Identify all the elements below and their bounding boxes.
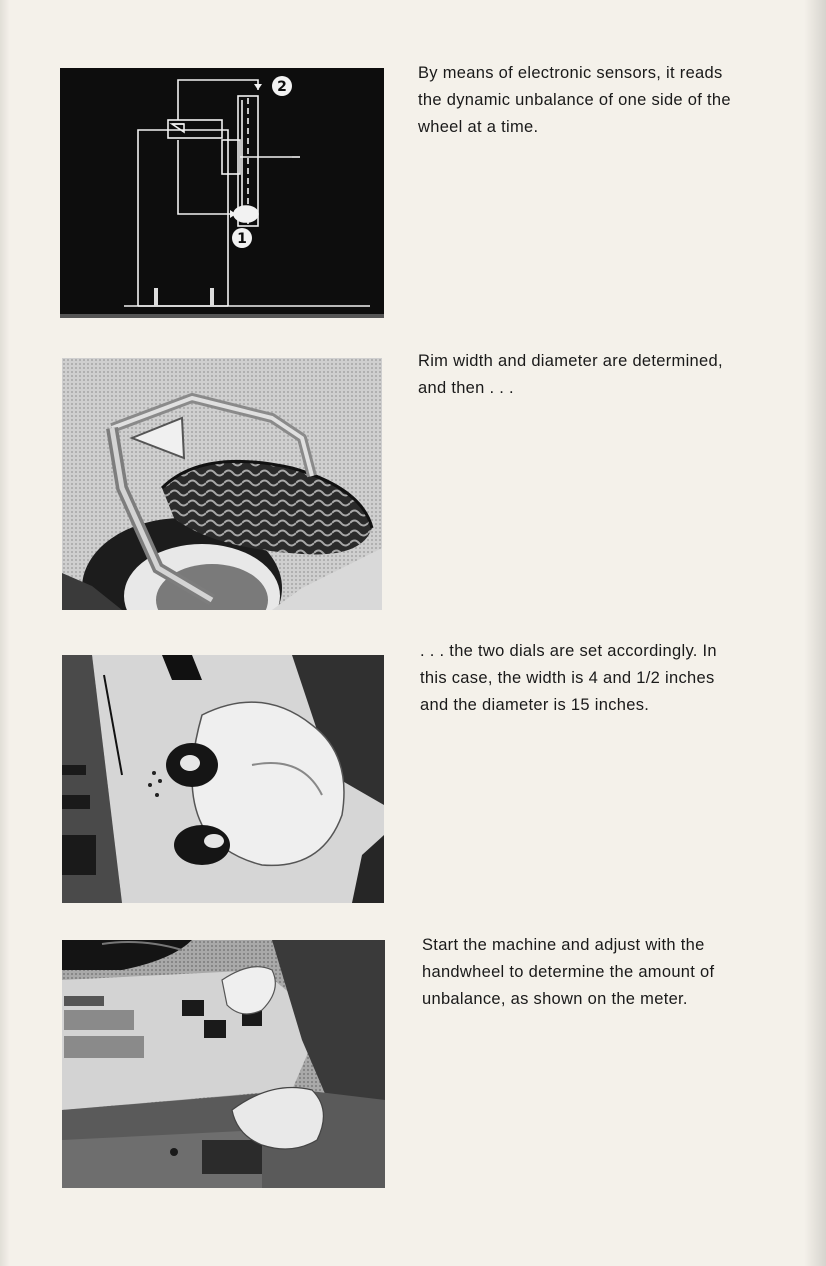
- sensor-diagram: [60, 68, 384, 318]
- caption-line: and the diameter is 15 inches.: [420, 696, 650, 714]
- dial-setting-photo-svg: [62, 655, 384, 903]
- caption-line: . . . the two dials are set accordingly. In: [420, 642, 717, 660]
- caption-sensor: [418, 60, 778, 141]
- svg-text:2: 2: [277, 79, 287, 95]
- caption-line: and then . . .: [418, 379, 514, 397]
- caption-line: By means of electronic sensors, it reads: [418, 64, 723, 82]
- caption-handwheel: [422, 932, 776, 1013]
- handwheel-photo-svg: [62, 940, 385, 1188]
- caption-line: Rim width and diameter are determined,: [418, 352, 723, 370]
- page-binding-shadow: [0, 0, 10, 1266]
- sensor-diagram-svg: [60, 68, 384, 318]
- dial-setting-photo: [62, 655, 384, 903]
- rim-gauge-photo: [62, 358, 382, 610]
- caption-rim-gauge: [418, 348, 778, 402]
- caption-dials: [420, 638, 776, 719]
- caption-line: the dynamic unbalance of one side of the: [418, 91, 731, 109]
- svg-text:1: 1: [237, 231, 247, 247]
- caption-line: this case, the width is 4 and 1/2 inches: [420, 669, 715, 687]
- caption-line: unbalance, as shown on the meter.: [422, 990, 688, 1008]
- caption-line: Start the machine and adjust with the: [422, 936, 705, 954]
- rim-gauge-photo-svg: [62, 358, 382, 610]
- caption-line: handwheel to determine the amount of: [422, 963, 715, 981]
- page-edge-shadow: [804, 0, 826, 1266]
- caption-line: wheel at a time.: [418, 118, 539, 136]
- handwheel-photo: [62, 940, 385, 1188]
